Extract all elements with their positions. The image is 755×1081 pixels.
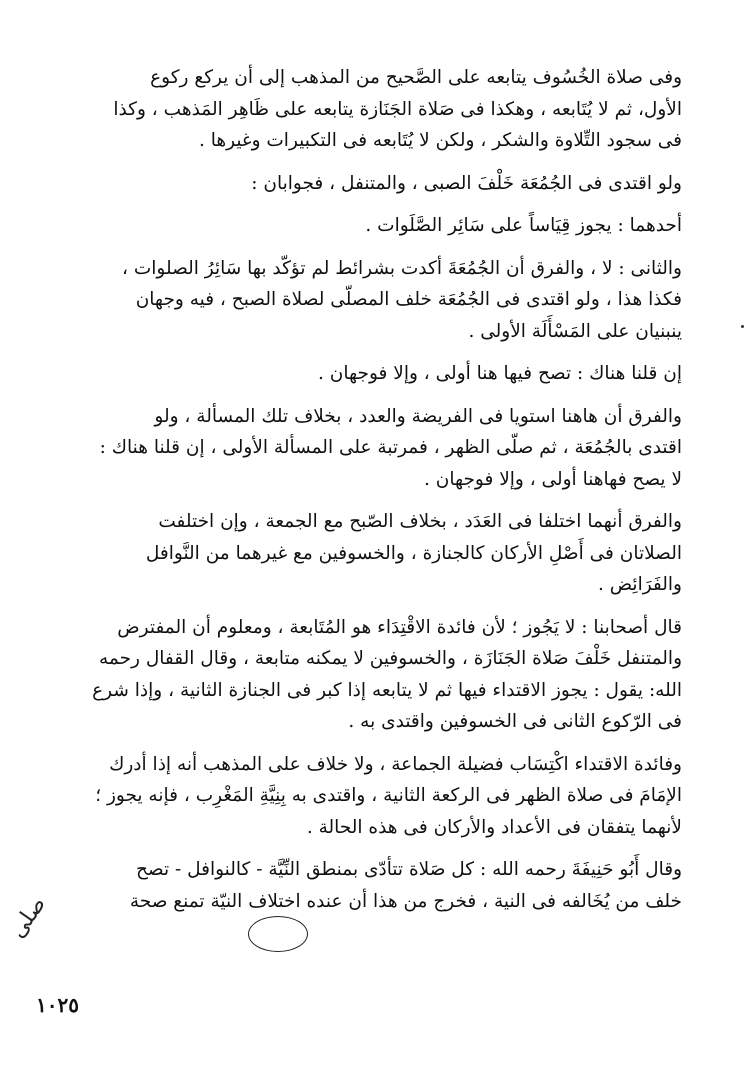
text-line: لأنهما يتفقان فى الأعداد والأركان فى هذه الحالة .: [306, 816, 682, 838]
paragraph: [58, 210, 708, 242]
paragraph: [58, 168, 708, 200]
paragraph: [58, 749, 708, 844]
text-line: وفى صلاة الخُسُوف يتابعه على الصَّحيح من المذهب إلى أن يركع ركوع: [150, 67, 682, 88]
text-line: والفرق أن هاهنا استويا فى الفريضة والعدد ، بخلاف تلك المسألة ، ولو: [154, 405, 682, 427]
text-line: والمتنفل خَلْفَ صَلاة الجَنَازَة ، والخسوفين لا يمكنه متابعة ، وقال القفال رحمه: [98, 648, 682, 669]
text-line: وفائدة الاقتداء اكْتِسَاب فضيلة الجماعة ، ولا خلاف على المذهب أنه إذا أدرك: [109, 753, 682, 775]
text-line: وقال أَبُو حَنِيفَةَ رحمه الله : كل صَلاة تتأدّى بمنطق النِّيَّة - كالنوافل - تصح: [135, 859, 682, 880]
text-line: الأول، ثم لا يُتَابعه ، وهكذا فى صَلاة الجَنَازة يتابعه على ظَاهِر المَذهب ، وكذا: [113, 98, 682, 120]
body-text: [58, 62, 708, 928]
paragraph: [58, 506, 708, 601]
text-line: والفَرَائِض .: [598, 574, 682, 595]
text-line: ينبنيان على المَسْأَلَة الأولى .: [468, 320, 682, 342]
text-line: أحدهما : يجوز قِيَاساً على سَائِر الصَّلَوات .: [365, 215, 682, 236]
text-line: قال أصحابنا : لا يَجُوز ؛ لأن فائدة الاقْتِدَاء هو المُتَابعة ، ومعلوم أن المفترض: [117, 616, 682, 638]
paragraph: [58, 358, 708, 390]
text-line: الإمَامَ فى صلاة الظهر فى الركعة الثانية ، واقتدى به بِنِيَّةِ المَغْرِب ، فإنه يجوز ؛: [95, 785, 682, 806]
text-line: خلف من يُخَالفه فى النية ، فخرج من هذا أن عنده اختلاف النيّة تمنع صحة: [129, 890, 682, 912]
text-line: إن قلنا هناك : تصح فيها هنا أولى ، وإلا فوجهان .: [318, 363, 682, 384]
ink-dot: [741, 325, 744, 328]
text-line: فكذا هذا ، ولو اقتدى فى الجُمُعَة خلف المصلّى لصلاة الصبح ، فيه وجهان: [135, 289, 682, 310]
paragraph: [58, 62, 708, 157]
paragraph: [58, 253, 708, 348]
text-line: فى سجود التِّلاوة والشكر ، ولكن لا يُتَابعه فى التكبيرات وغيرها .: [198, 130, 682, 151]
paragraph: [58, 612, 708, 738]
text-line: فى الرّكوع الثانى فى الخسوفين واقتدى به .: [348, 711, 682, 732]
text-line: اقتدى بالجُمُعَة ، ثم صلّى الظهر ، فمرتبة على المسألة الأولى ، إن قلنا هناك :: [99, 437, 682, 458]
text-line: والثانى : لا ، والفرق أن الجُمُعَةَ أكدت بشرائط لم تؤكّد بها سَائِرُ الصلوات ،: [122, 257, 682, 279]
text-line: الله: يقول : يجوز الاقتداء فيها ثم لا يتابعه إذا كبر فى الجنازة الثانية ، وإذا شرع: [92, 679, 682, 701]
paragraph: [58, 401, 708, 496]
page-number: ١٠٢٥: [36, 993, 79, 1017]
paragraph: [58, 854, 708, 917]
text-line: والفرق أنهما اختلفا فى العَدَد ، بخلاف الصّبح مع الجمعة ، وإن اختلفت: [158, 511, 682, 532]
text-line: لا يصح فهاهنا أولى ، وإلا فوجهان .: [423, 468, 682, 490]
text-line: الصلاتان فى أَصْلِ الأركان كالجنازة ، والخسوفين مع غيرهما من النَّوافل: [145, 542, 682, 564]
handwritten-margin-note: صلى: [5, 892, 52, 943]
text-line: ولو اقتدى فى الجُمُعَة خَلْفَ الصبى ، والمتنفل ، فجوابان :: [251, 172, 682, 194]
